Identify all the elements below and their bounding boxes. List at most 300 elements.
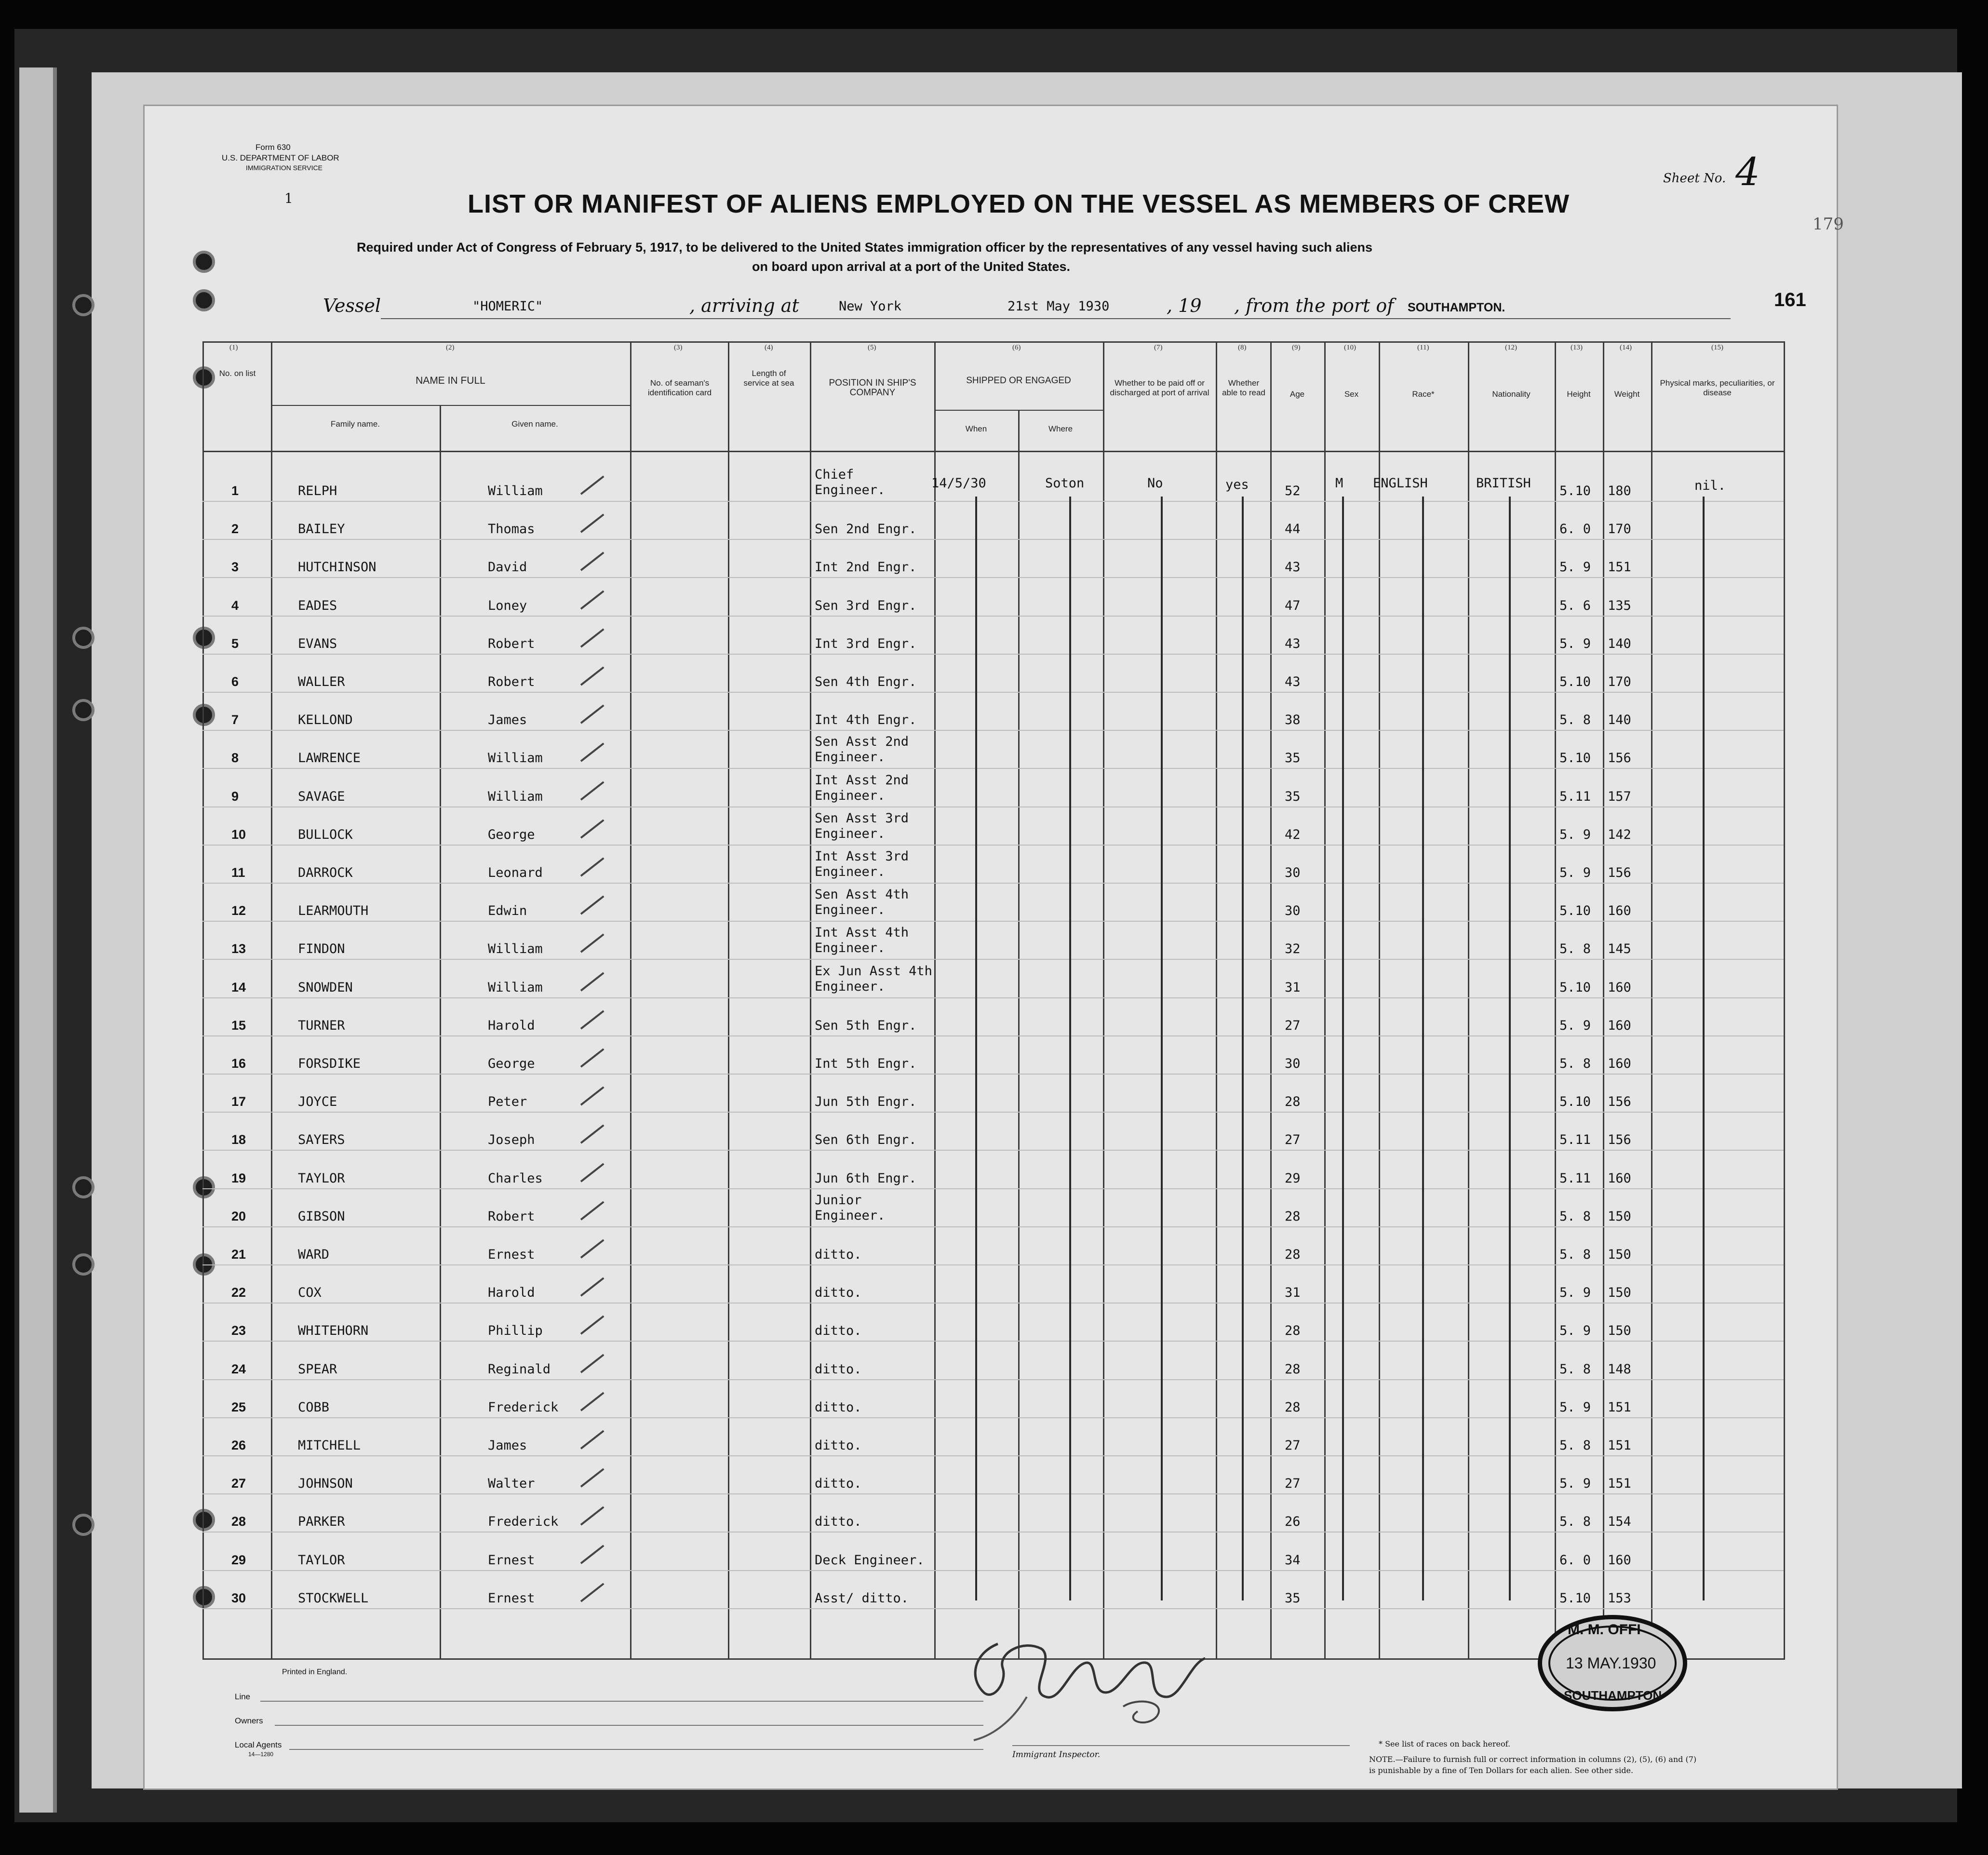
weight: 170 <box>1608 522 1631 537</box>
family-name: SAYERS <box>298 1132 345 1147</box>
header-shipped-engaged: SHIPPED OR ENGAGED <box>966 376 1071 386</box>
shipped-where: Soton <box>1045 476 1085 491</box>
position-line: Engineer. <box>815 902 886 917</box>
height: 5. 9 <box>1559 1018 1591 1033</box>
col-num: (12) <box>1505 344 1517 351</box>
row-rule <box>202 1150 1784 1151</box>
row-number: 29 <box>231 1553 246 1567</box>
header-position: POSITION IN SHIP'S COMPANY <box>829 378 916 398</box>
row-rule <box>202 1493 1784 1494</box>
nationality-value: BRITISH <box>1476 476 1531 491</box>
given-name: Edwin <box>488 903 527 918</box>
weight: 160 <box>1608 1018 1631 1033</box>
family-name: GIBSON <box>298 1209 345 1224</box>
col-line <box>1784 341 1785 1660</box>
row-number: 13 <box>231 941 246 956</box>
family-name: RELPH <box>298 484 337 498</box>
age: 27 <box>1285 1132 1301 1147</box>
age: 52 <box>1285 484 1301 498</box>
footer-owners: Owners <box>235 1716 263 1725</box>
position-line: Engineer. <box>815 826 886 841</box>
vessel-label: Vessel <box>323 295 381 316</box>
page-number: 161 <box>1774 289 1806 310</box>
footer-line: Line <box>235 1692 251 1701</box>
ditto-mark <box>1509 497 1511 1600</box>
row-number: 28 <box>231 1514 246 1529</box>
check-mark <box>580 590 604 609</box>
age: 28 <box>1285 1323 1301 1338</box>
age: 43 <box>1285 636 1301 651</box>
check-mark <box>580 972 604 991</box>
table-top-border <box>202 341 1784 343</box>
form-number: Form 630 <box>255 143 291 152</box>
weight: 156 <box>1608 1094 1631 1109</box>
position: Sen 6th Engr. <box>815 1132 917 1147</box>
check-mark <box>580 513 604 533</box>
family-name: FORSDIKE <box>298 1056 361 1071</box>
check-mark <box>580 1506 604 1525</box>
ditto-mark <box>975 497 977 1600</box>
weight: 160 <box>1608 903 1631 918</box>
ditto-mark <box>1342 497 1344 1600</box>
punch-hole <box>193 251 215 273</box>
row-rule <box>202 1074 1784 1075</box>
check-mark <box>580 1392 604 1411</box>
height: 5.10 <box>1559 484 1591 498</box>
header-seaman-card: No. of seaman's identification card <box>647 378 712 397</box>
row-rule <box>202 1035 1784 1036</box>
weight: 160 <box>1608 1553 1631 1568</box>
height: 5.10 <box>1559 751 1591 766</box>
header-given-name: Given name. <box>511 419 558 429</box>
height: 5. 9 <box>1559 1400 1591 1415</box>
manifest-title: LIST OR MANIFEST OF ALIENS EMPLOYED ON THE VESSEL AS MEMBERS OF CREW <box>468 189 1570 218</box>
position: Jun 6th Engr. <box>815 1171 917 1186</box>
col-num: (15) <box>1711 344 1723 351</box>
height: 5.10 <box>1559 980 1591 995</box>
age: 32 <box>1285 941 1301 956</box>
given-name: Joseph <box>488 1132 535 1147</box>
header-physical-marks: Physical marks, peculiarities, or disease <box>1660 378 1775 397</box>
col-num: (2) <box>446 344 455 351</box>
position-line: Int Asst 4th <box>815 925 909 940</box>
position: Sen 4th Engr. <box>815 674 917 689</box>
row-rule <box>202 501 1784 502</box>
row-rule <box>202 730 1784 731</box>
row-number: 11 <box>231 865 245 880</box>
family-name: LEARMOUTH <box>298 903 369 918</box>
given-name: Phillip <box>488 1323 543 1338</box>
department: U.S. DEPARTMENT OF LABOR <box>222 153 339 162</box>
check-mark <box>580 857 604 876</box>
family-name: SPEAR <box>298 1362 337 1377</box>
age: 31 <box>1285 980 1301 995</box>
age: 35 <box>1285 1591 1301 1606</box>
row-rule <box>202 845 1784 846</box>
check-mark <box>580 1545 604 1564</box>
arriving-label: , arriving at <box>689 295 799 316</box>
check-mark <box>580 1124 604 1143</box>
family-name: STOCKWELL <box>298 1591 369 1606</box>
col-num: (5) <box>868 344 876 351</box>
row-number: 23 <box>231 1323 246 1338</box>
manifest-subtitle-2: on board upon arrival at a port of the United States. <box>752 259 1071 274</box>
row-number: 17 <box>231 1094 246 1109</box>
physical-marks-value: nil. <box>1694 478 1726 493</box>
age: 34 <box>1285 1553 1301 1568</box>
age: 27 <box>1285 1018 1301 1033</box>
position: ditto. <box>815 1323 862 1338</box>
given-name: Robert <box>488 1209 535 1224</box>
family-name: DARROCK <box>298 865 353 880</box>
row-rule <box>202 1264 1784 1265</box>
row-rule <box>202 1188 1784 1189</box>
weight: 150 <box>1608 1285 1631 1300</box>
age: 27 <box>1285 1438 1301 1453</box>
height: 5. 9 <box>1559 636 1591 651</box>
row-rule <box>202 692 1784 693</box>
vessel-name: "HOMERIC" <box>472 299 543 314</box>
check-mark <box>580 666 604 686</box>
given-name: Robert <box>488 674 535 689</box>
height: 5. 8 <box>1559 1247 1591 1262</box>
position: Int 5th Engr. <box>815 1056 917 1071</box>
age: 44 <box>1285 522 1301 537</box>
age: 43 <box>1285 560 1301 575</box>
position-line: Engineer. <box>815 979 886 994</box>
height: 5.10 <box>1559 1591 1591 1606</box>
header-paid-off: Whether to be paid off or discharged at port of arrival <box>1110 378 1209 397</box>
age: 43 <box>1285 674 1301 689</box>
given-name: Harold <box>488 1018 535 1033</box>
family-name: KELLOND <box>298 712 353 727</box>
position: ditto. <box>815 1514 862 1529</box>
check-mark <box>580 1086 604 1105</box>
family-name: LAWRENCE <box>298 751 361 766</box>
family-name: WALLER <box>298 674 345 689</box>
family-name: COBB <box>298 1400 330 1415</box>
row-rule <box>202 539 1784 540</box>
position-line: Sen Asst 4th <box>815 887 909 902</box>
height: 6. 0 <box>1559 1553 1591 1568</box>
row-number: 24 <box>231 1362 246 1376</box>
weight: 151 <box>1608 1400 1631 1415</box>
row-rule <box>202 1341 1784 1342</box>
weight: 160 <box>1608 980 1631 995</box>
height: 5. 9 <box>1559 827 1591 842</box>
manifest-sheet <box>145 106 1844 1788</box>
height: 5.11 <box>1559 1171 1591 1186</box>
position: ditto. <box>815 1476 862 1491</box>
height: 5. 6 <box>1559 598 1591 613</box>
weight: 135 <box>1608 598 1631 613</box>
age: 30 <box>1285 865 1301 880</box>
given-name: Ernest <box>488 1591 535 1606</box>
weight: 140 <box>1608 636 1631 651</box>
family-name: TAYLOR <box>298 1171 345 1186</box>
height: 5. 9 <box>1559 865 1591 880</box>
row-number: 26 <box>231 1438 246 1452</box>
age: 38 <box>1285 712 1301 727</box>
row-number: 4 <box>231 598 239 613</box>
header-weight: Weight <box>1614 390 1640 399</box>
row-number: 14 <box>231 980 246 995</box>
weight: 157 <box>1608 789 1631 804</box>
family-name: JOHNSON <box>298 1476 353 1491</box>
col-num: (4) <box>765 344 773 351</box>
sheet-number: 4 <box>1735 149 1760 194</box>
family-name: TAYLOR <box>298 1553 345 1568</box>
row-number: 7 <box>231 712 239 727</box>
weight: 156 <box>1608 1132 1631 1147</box>
footer-underline <box>275 1725 983 1726</box>
row-number: 27 <box>231 1476 246 1491</box>
header-race: Race* <box>1412 390 1435 399</box>
family-name: SAVAGE <box>298 789 345 804</box>
age: 29 <box>1285 1171 1301 1186</box>
position: Asst/ ditto. <box>815 1591 909 1606</box>
check-mark <box>580 475 604 495</box>
position-line: Engineer. <box>815 483 886 497</box>
weight: 151 <box>1608 1476 1631 1491</box>
check-mark <box>580 1315 604 1334</box>
height: 5. 8 <box>1559 1514 1591 1529</box>
punch-hole <box>193 1586 215 1608</box>
header-length-service: Length of service at sea <box>743 369 794 388</box>
row-number: 15 <box>231 1018 246 1033</box>
arrival-date: 21st May 1930 <box>1007 299 1110 314</box>
binder-hole <box>72 294 94 316</box>
check-mark <box>580 1583 604 1602</box>
given-name: Walter <box>488 1476 535 1491</box>
given-name: Frederick <box>488 1514 559 1529</box>
row-number: 3 <box>231 560 239 574</box>
ditto-mark <box>1242 497 1244 1600</box>
row-number: 18 <box>231 1132 246 1147</box>
given-name: Leonard <box>488 865 543 880</box>
col-line <box>440 405 441 1658</box>
weight: 160 <box>1608 1171 1631 1186</box>
height: 5. 9 <box>1559 1323 1591 1338</box>
position-line: Int Asst 2nd <box>815 773 909 788</box>
position: ditto. <box>815 1285 862 1300</box>
family-name: FINDON <box>298 941 345 956</box>
family-name: EADES <box>298 598 337 613</box>
check-mark <box>580 1468 604 1487</box>
family-name: WARD <box>298 1247 330 1262</box>
position: Sen 2nd Engr. <box>815 522 917 537</box>
col-num: (1) <box>229 344 238 351</box>
office-stamp <box>1538 1615 1687 1711</box>
row-number: 5 <box>231 636 239 651</box>
weight: 151 <box>1608 560 1631 575</box>
row-number: 19 <box>231 1171 246 1185</box>
position-line: Int Asst 3rd <box>815 849 909 864</box>
row-rule <box>202 1303 1784 1304</box>
row-rule <box>202 997 1784 998</box>
family-name: BULLOCK <box>298 827 353 842</box>
height: 5. 9 <box>1559 560 1591 575</box>
binder-hole <box>72 1514 94 1536</box>
age: 28 <box>1285 1247 1301 1262</box>
height: 5. 8 <box>1559 1056 1591 1071</box>
position-line: Sen Asst 2nd <box>815 734 909 749</box>
given-name: William <box>488 789 543 804</box>
age: 28 <box>1285 1094 1301 1109</box>
row-number: 9 <box>231 789 239 804</box>
weight: 148 <box>1608 1362 1631 1377</box>
family-name: TURNER <box>298 1018 345 1033</box>
age: 31 <box>1285 1285 1301 1300</box>
weight: 150 <box>1608 1209 1631 1224</box>
left-mark: 1 <box>284 190 293 206</box>
port-of-arrival: New York <box>839 299 902 314</box>
check-mark <box>580 933 604 953</box>
from-port-label: , from the port of <box>1234 295 1394 316</box>
position: Jun 5th Engr. <box>815 1094 917 1109</box>
check-mark <box>580 895 604 914</box>
given-name: William <box>488 941 543 956</box>
punch-hole <box>193 704 215 726</box>
year-label: , 19 <box>1167 295 1202 316</box>
footer-underline <box>260 1701 983 1702</box>
row-rule <box>202 1570 1784 1571</box>
row-number: 21 <box>231 1247 246 1262</box>
ditto-mark <box>1069 497 1071 1600</box>
given-name: George <box>488 827 535 842</box>
weight: 142 <box>1608 827 1631 842</box>
binder-hole <box>72 1176 94 1198</box>
family-name: COX <box>298 1285 322 1300</box>
height: 5.10 <box>1559 674 1591 689</box>
note-races: * See list of races on back hereof. <box>1379 1739 1511 1748</box>
family-name: WHITEHORN <box>298 1323 369 1338</box>
position: Int 4th Engr. <box>815 712 917 727</box>
age: 47 <box>1285 598 1301 613</box>
position-line: Chief <box>815 467 854 482</box>
weight: 154 <box>1608 1514 1631 1529</box>
position: Sen 3rd Engr. <box>815 598 917 613</box>
row-number: 25 <box>231 1400 246 1414</box>
given-name: Peter <box>488 1094 527 1109</box>
row-number: 10 <box>231 827 246 842</box>
col-num: (6) <box>1012 344 1021 351</box>
row-number: 6 <box>231 674 239 689</box>
position-line: Engineer. <box>815 941 886 955</box>
given-name: Thomas <box>488 522 535 537</box>
given-name: William <box>488 751 543 766</box>
header-nationality: Nationality <box>1492 390 1531 399</box>
position-line: Engineer. <box>815 1208 886 1223</box>
family-name: EVANS <box>298 636 337 651</box>
port-of-departure: SOUTHAMPTON. <box>1408 301 1505 314</box>
row-rule <box>202 921 1784 922</box>
given-name: Ernest <box>488 1553 535 1568</box>
inspector-label: Immigrant Inspector. <box>1012 1750 1101 1760</box>
check-mark <box>580 1201 604 1220</box>
header-age: Age <box>1290 390 1305 399</box>
binder-hole <box>72 627 94 649</box>
check-mark <box>580 781 604 800</box>
height: 5. 8 <box>1559 1209 1591 1224</box>
header-where: Where <box>1048 424 1073 433</box>
ditto-mark <box>1703 497 1705 1600</box>
col-num: (11) <box>1417 344 1429 351</box>
punch-hole <box>193 1509 215 1531</box>
position-line: Junior <box>815 1193 862 1208</box>
check-mark <box>580 1239 604 1258</box>
weight: 180 <box>1608 484 1631 498</box>
punch-hole <box>193 627 215 649</box>
check-mark <box>580 819 604 838</box>
given-name: William <box>488 484 543 498</box>
binder-edge <box>19 67 57 1813</box>
position-line: Engineer. <box>815 788 886 803</box>
note-fine-2: is punishable by a fine of Ten Dollars for each alien. See other side. <box>1369 1766 1634 1775</box>
col-num: (13) <box>1571 344 1583 351</box>
height: 5. 8 <box>1559 1438 1591 1453</box>
vessel-line-underline <box>381 318 1731 319</box>
header-sex: Sex <box>1344 390 1359 399</box>
stamp-bottom-text: SOUTHAMPTON <box>1564 1688 1662 1703</box>
col-num: (10) <box>1344 344 1356 351</box>
header-height: Height <box>1567 390 1591 399</box>
given-name: George <box>488 1056 535 1071</box>
row-rule <box>202 1417 1784 1418</box>
height: 5. 8 <box>1559 1362 1591 1377</box>
row-rule <box>202 654 1784 655</box>
binder-hole <box>72 1253 94 1276</box>
check-mark <box>580 704 604 724</box>
row-rule <box>202 768 1784 769</box>
position: ditto. <box>815 1400 862 1415</box>
height: 5. 9 <box>1559 1285 1591 1300</box>
row-number: 22 <box>231 1285 246 1300</box>
check-mark <box>580 628 604 647</box>
family-name: MITCHELL <box>298 1438 361 1453</box>
col-num: (7) <box>1154 344 1163 351</box>
age: 42 <box>1285 827 1301 842</box>
col-num: (3) <box>674 344 683 351</box>
row-number: 16 <box>231 1056 246 1071</box>
row-rule <box>202 616 1784 617</box>
height: 5. 8 <box>1559 941 1591 956</box>
check-mark <box>580 1354 604 1373</box>
row-rule <box>202 959 1784 960</box>
position-line: Engineer. <box>815 864 886 879</box>
family-name: BAILEY <box>298 522 345 537</box>
given-name: Robert <box>488 636 535 651</box>
given-name: Ernest <box>488 1247 535 1262</box>
family-name: JOYCE <box>298 1094 337 1109</box>
row-number: 12 <box>231 903 246 918</box>
age: 30 <box>1285 903 1301 918</box>
check-mark <box>580 742 604 762</box>
given-name: William <box>488 980 543 995</box>
age: 28 <box>1285 1209 1301 1224</box>
weight: 150 <box>1608 1323 1631 1338</box>
check-mark <box>580 1048 604 1067</box>
footer-underline <box>289 1749 983 1750</box>
height: 5.11 <box>1559 1132 1591 1147</box>
row-rule <box>202 883 1784 884</box>
weight: 140 <box>1608 712 1631 727</box>
weight: 156 <box>1608 751 1631 766</box>
row-rule <box>202 1455 1784 1456</box>
weight: 150 <box>1608 1247 1631 1262</box>
stamp-date: 13 MAY.1930 <box>1566 1654 1656 1672</box>
position: ditto. <box>815 1438 862 1453</box>
